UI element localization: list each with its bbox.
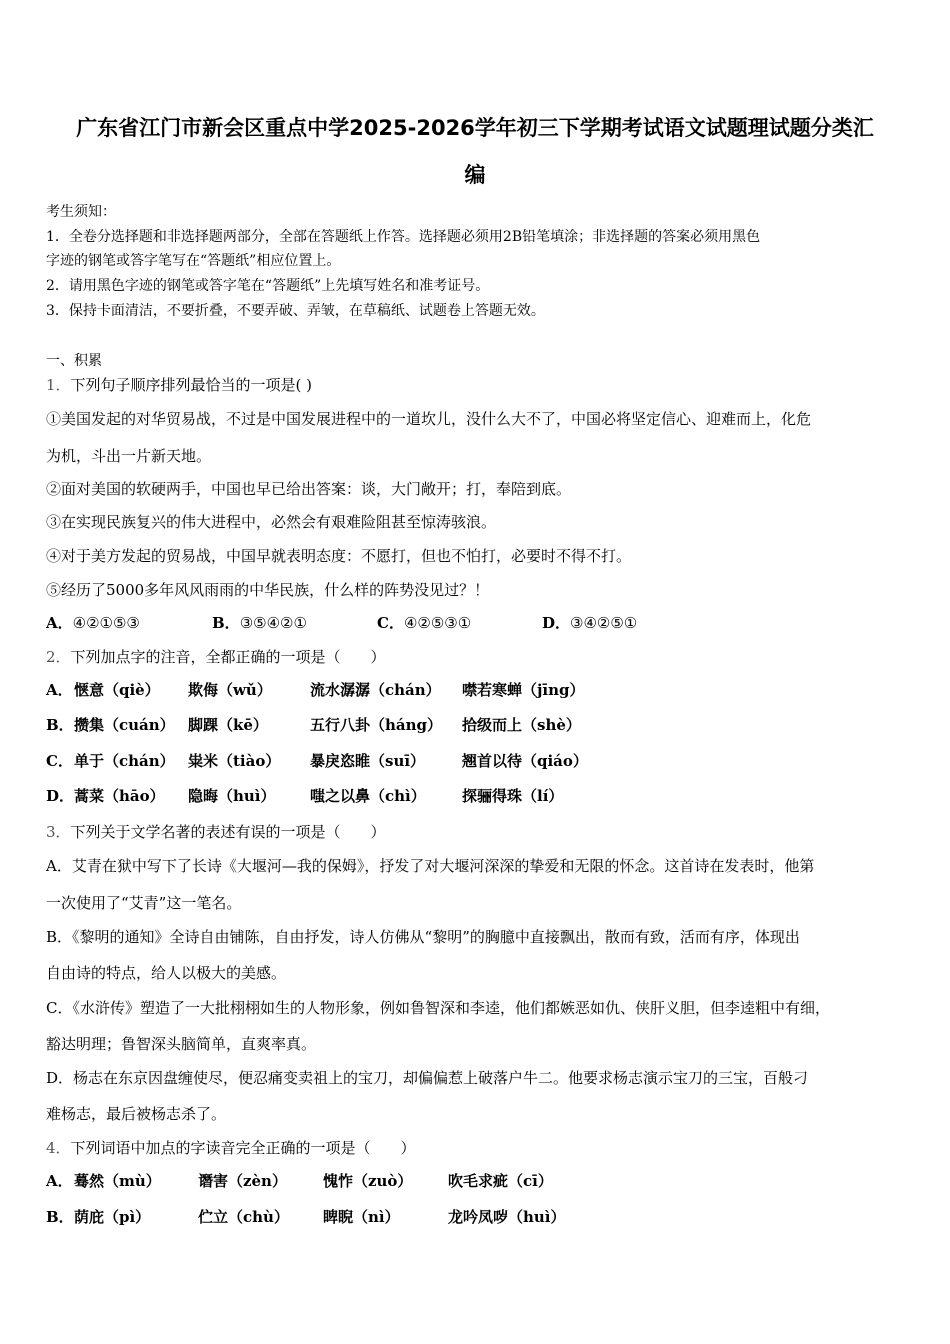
- q3-option-line[interactable]: C．《水浒传》塑造了一大批栩栩如生的人物形象，例如鲁智深和李逵，他们都嫉恶如仇、侠肝义胆，但李逵粗中有细，: [46, 999, 830, 1017]
- option-term: 谮害（zèn）: [198, 1172, 287, 1190]
- q1-sentence: 为机，斗出一片新天地。: [46, 447, 212, 465]
- q1-sentence: ②面对美国的软硬两手，中国也早已给出答案：谈，大门敞开；打，奉陪到底。: [46, 480, 572, 498]
- option-value: ④②⑤③①: [403, 614, 472, 632]
- option-term: 荫庇（pì）: [74, 1208, 151, 1226]
- q1-sentence: ③在实现民族复兴的伟大进程中，必然会有艰难险阻甚至惊涛骇浪。: [46, 513, 497, 531]
- option-key: D．: [542, 614, 571, 632]
- option-term: 脚踝（kē）: [188, 716, 268, 734]
- question-3-stem: [46, 822, 386, 842]
- option-key[interactable]: B．: [46, 716, 74, 734]
- option-value: ④②①⑤③: [72, 614, 140, 632]
- notice-line: 1．全卷分选择题和非选择题两部分，全部在答题纸上作答。选择题必须用2B铅笔填涂；非选择题的答案必须用黑色: [46, 229, 761, 245]
- notice-heading: 考生须知：: [46, 204, 116, 220]
- option-key[interactable]: C．: [46, 752, 73, 770]
- notice-line: 字迹的钢笔或答字笔写在“答题纸”相应位置上。: [46, 253, 341, 269]
- option-term: 单于（chán）: [74, 752, 175, 770]
- question-4-stem: [46, 1138, 416, 1158]
- q1-option-b[interactable]: [212, 613, 307, 633]
- q3-option-line: 自由诗的特点，给人以极大的美感。: [46, 964, 287, 982]
- option-term: 惬意（qiè）: [74, 681, 160, 699]
- q1-sentence: ⑤经历了5000多年风风雨雨的中华民族，什么样的阵势没见过？！: [46, 581, 490, 599]
- option-key: B．: [212, 614, 240, 632]
- option-term: 噤若寒蝉（jīng）: [462, 681, 585, 699]
- option-term: 粜米（tiào）: [188, 752, 281, 770]
- q1-sentence: ④对于美方发起的贸易战，中国早就表明态度：不愿打，但也不怕打，必要时不得不打。: [46, 547, 632, 565]
- option-key[interactable]: A．: [46, 681, 73, 699]
- question-number: 4．: [46, 1139, 71, 1157]
- option-key[interactable]: B．: [46, 1208, 74, 1226]
- q3-option-line: 难杨志，最后被杨志杀了。: [46, 1105, 227, 1123]
- section-heading: 一、积累: [46, 353, 102, 369]
- stem-text: 下列句子顺序排列最恰当的一项是( ): [70, 376, 313, 394]
- question-number: 2．: [46, 648, 71, 666]
- notice-line: 2．请用黑色字迹的钢笔或答字笔在“答题纸”上先填写姓名和准考证号。: [46, 278, 490, 294]
- doc-title-line1: 广东省江门市新会区重点中学2025-2026学年初三下学期考试语文试题理试题分类汇: [76, 116, 874, 140]
- option-term: 暴戾恣睢（suī）: [310, 752, 426, 770]
- stem-text: 下列关于文学名著的表述有误的一项是（ ）: [70, 823, 386, 841]
- option-value: ③⑤④②①: [239, 614, 307, 632]
- notice-line: 3．保持卡面清洁，不要折叠，不要弄破、弄皱，在草稿纸、试题卷上答题无效。: [46, 303, 545, 319]
- option-term: 嗤之以鼻（chì）: [310, 787, 426, 805]
- question-number: 3．: [46, 823, 71, 841]
- option-term: 攒集（cuán）: [74, 716, 175, 734]
- option-term: 拾级而上（shè）: [462, 716, 581, 734]
- option-term: 流水潺潺（chán）: [310, 681, 441, 699]
- option-term: 翘首以待（qiáo）: [462, 752, 588, 770]
- question-2-stem: [46, 647, 386, 667]
- q1-option-a[interactable]: [46, 613, 140, 633]
- q3-option-line[interactable]: B．《黎明的通知》全诗自由铺陈，自由抒发，诗人仿佛从“黎明”的胸臆中直接飘出，散而有致，活而有序，体现出: [46, 928, 800, 946]
- option-value: ③④②⑤①: [570, 614, 638, 632]
- option-term: 吹毛求疵（cī）: [448, 1172, 553, 1190]
- option-term: 蓦然（mù）: [74, 1172, 161, 1190]
- q1-option-d[interactable]: [542, 613, 637, 633]
- stem-text: 下列加点字的注音，全都正确的一项是（ ）: [70, 648, 386, 666]
- q3-option-line: 一次使用了“艾青”这一笔名。: [46, 894, 242, 912]
- option-term: 睥睨（nì）: [323, 1208, 400, 1226]
- option-term: 探骊得珠（lí）: [462, 787, 564, 805]
- option-term: 五行八卦（háng）: [310, 716, 443, 734]
- doc-title-line2: 编: [464, 163, 486, 187]
- option-term: 欺侮（wǔ）: [188, 681, 272, 699]
- option-term: 蒿菜（hāo）: [74, 787, 165, 805]
- question-number: 1．: [46, 376, 71, 394]
- q3-option-line[interactable]: D．杨志在东京因盘缠使尽，便忍痛变卖祖上的宝刀，却偏偏惹上破落户牛二。他要求杨志演示宝刀的三宝，百般刁: [46, 1069, 809, 1087]
- q3-option-line[interactable]: A．艾青在狱中写下了长诗《大堰河—我的保姆》，抒发了对大堰河深深的挚爱和无限的怀念。这首诗在发表时，他第: [46, 857, 815, 875]
- option-term: 隐晦（huì）: [188, 787, 276, 805]
- option-term: 愧怍（zuò）: [323, 1172, 413, 1190]
- option-key: C．: [377, 614, 404, 632]
- option-term: 伫立（chù）: [198, 1208, 289, 1226]
- option-key: A．: [46, 614, 73, 632]
- stem-text: 下列词语中加点的字读音完全正确的一项是（ ）: [70, 1139, 416, 1157]
- q1-option-c[interactable]: [377, 613, 471, 633]
- option-key[interactable]: A．: [46, 1172, 73, 1190]
- option-key[interactable]: D．: [46, 787, 75, 805]
- q1-sentence: ①美国发起的对华贸易战，不过是中国发展进程中的一道坎儿，没什么大不了，中国必将坚定信心、迎难而上，化危: [46, 410, 812, 428]
- option-term: 龙吟凤哕（huì）: [448, 1208, 566, 1226]
- question-1-stem: [46, 375, 312, 395]
- q3-option-line: 豁达明理；鲁智深头脑简单，直爽率真。: [46, 1035, 317, 1053]
